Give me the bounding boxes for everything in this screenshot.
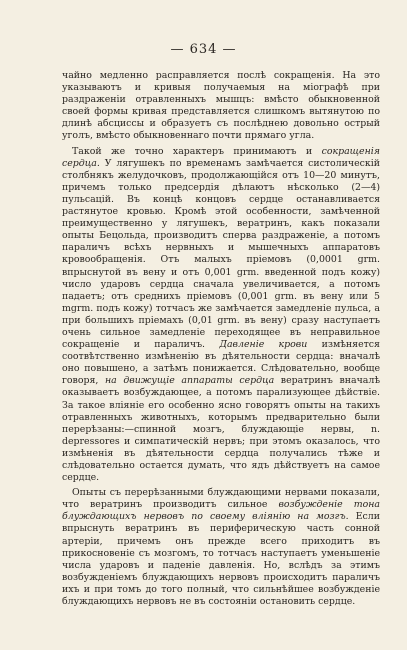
body-text	[62, 70, 380, 608]
text-run: измѣняется соотвѣтственно измѣненію въ дѣятельности сердца: вначалѣ оно повышено, а затѣмъ понижается. Слѣдовательно, вообще говоря,	[62, 339, 380, 387]
emphasized-text: сокращенія сердца	[62, 145, 380, 169]
emphasized-text: Давленіе крови	[219, 339, 308, 351]
paragraph	[62, 146, 380, 485]
emphasized-text: на движущіе аппараты сердца	[104, 375, 275, 387]
text-run: Опыты съ перерѣзанными блуждающими нервами показали, что вератринъ производитъ сильное	[62, 487, 380, 511]
page-number: — 634 —	[170, 42, 237, 57]
text-run: вератринъ вначалѣ оказываетъ возбуждающее, а потомъ парализующее дѣйствіе. За такое вліяніе его особенно ясно говорятъ опыты на такихъ отравленныхъ животныхъ, которымъ предварительно были перерѣзаны:—спинной мозгъ, блуждающіе нервы, n. depressores и симпатическій нервъ; при этомъ оказалось, что измѣненія въ дѣятельности сердца получались тѣже и слѣдовательно остается думать, что ядъ дѣйствуетъ на самое сердце.	[62, 375, 380, 484]
emphasized-text: возбужденіе тона блуждающихъ нервовъ по своему вліянію на мозгъ	[62, 499, 380, 523]
text-run: чайно медленно расправляется послѣ сокращенія. На это указываютъ и кривыя получаемыя на міографѣ при раздраженіи отравленныхъ мышцъ: вмѣсто обыкновенной своей формы кривая представляется слишкомъ вытянутою по длинѣ абсциссы и образуетъ съ послѣднею довольно острый уголъ, вмѣсто обыкновеннаго почти прямаго угла.	[62, 70, 380, 142]
text-run: . Если впрыснуть вератринъ въ периферическую часть сонной артеріи, причемъ онъ прежде всего приходитъ въ прикосновеніе съ мозгомъ, то тотчасъ наступаетъ уменьшеніе числа ударовъ и паденіе давленія. Но, вслѣдъ за этимъ возбужденіемъ блуждающихъ нервовъ происходитъ параличъ ихъ и при томъ до того полный, что сильнѣйшее возбужденіе блуждающихъ нервовъ не въ состояніи остановить сердце.	[62, 511, 380, 608]
paragraph	[62, 70, 380, 143]
paragraph	[62, 487, 380, 608]
text-run: Такой же точно характеръ принимаютъ и	[72, 145, 322, 157]
text-run: . У лягушекъ по временамъ замѣчается систолическій столбнякъ желудочковъ, продолжающійся отъ 10—20 минутъ, причемъ только предсердія дѣлаютъ нѣсколько (2—4) пульсацій. Въ концѣ концовъ сердце останавливается растянутое кровью. Кромѣ этой особенности, замѣченной преимущественно у лягушекъ, вератринъ, какъ показали опыты Бецольда, производитъ сперва раздраженіе, а потомъ параличъ всѣхъ нервныхъ и мышечныхъ аппаратовъ кровообращенія. Отъ малыхъ пріемовъ (0,0001 grm. впрыснутой въ вену и отъ 0,001 grm. введенной подъ кожу) число ударовъ сердца сначала увеличивается, а потомъ падаетъ; отъ среднихъ пріемовъ (0,001 grm. въ вену или 5 mgrm. подъ кожу) тотчасъ же замѣчается замедленіе пульса, а при большихъ пріемахъ (0,01 grm. въ вену) сразу наступаетъ очень сильное замедленіе переходящее въ неправильное сокращеніе и параличъ.	[62, 157, 380, 351]
